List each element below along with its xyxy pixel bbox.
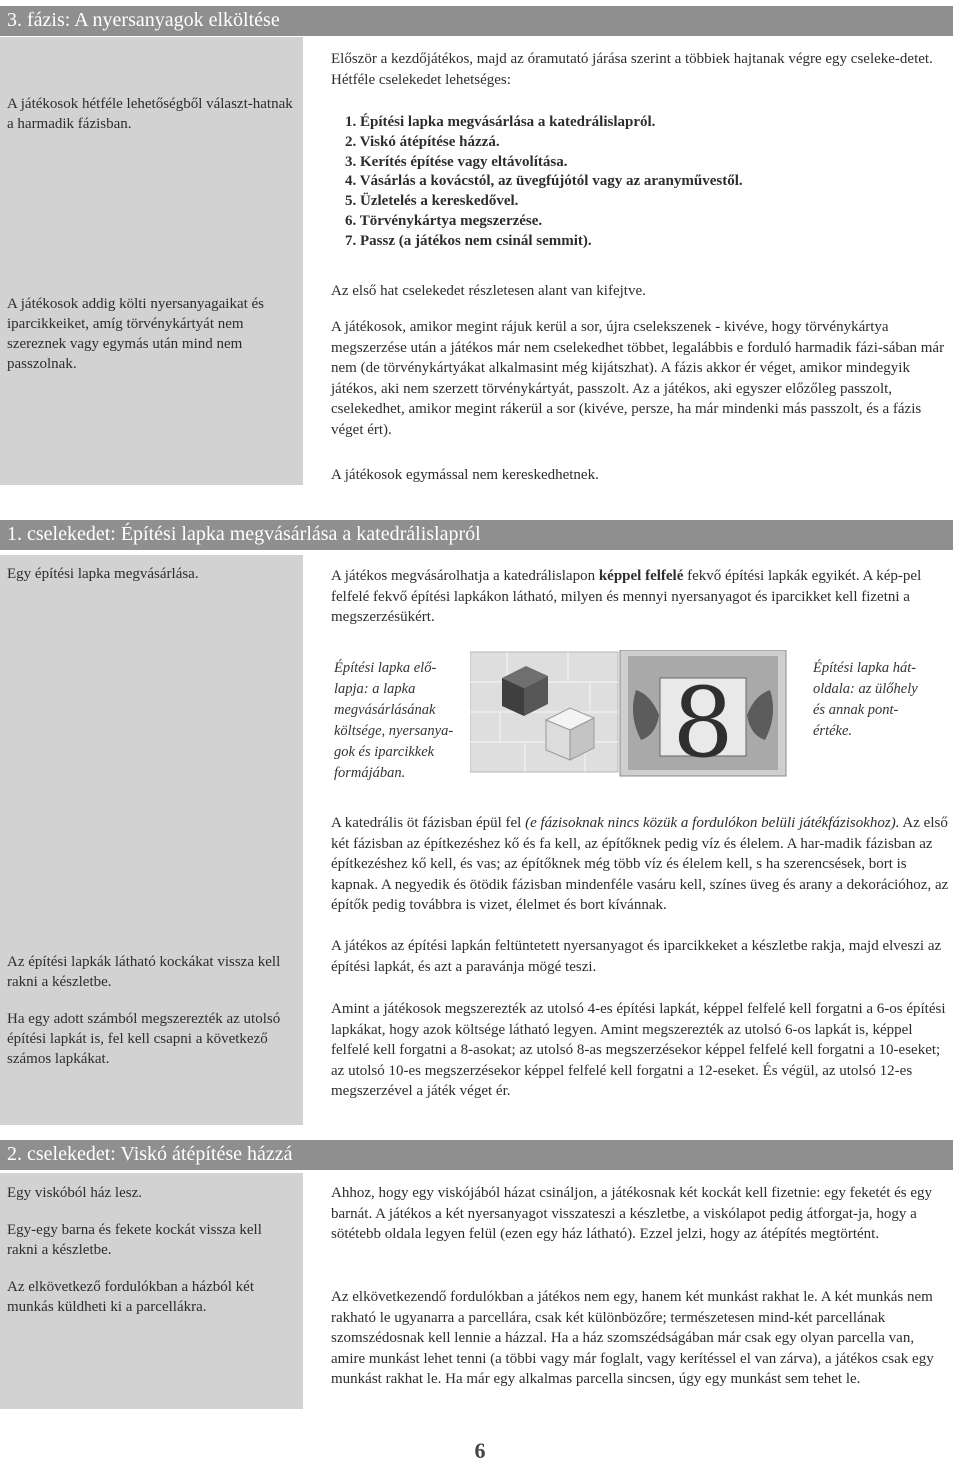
paragraph: Ahhoz, hogy egy viskójából házat csináljon, a játékosnak két kockát kell fizetnie: egy feketét és egy barnát. A játékos a két nyersanyagot visszateszi a készletbe, a viskólapot pedig átforgat-ja, hogy a sötétebb oldala legyen felül (ezen egy ház látható). Ezzel jelzi, hogy az átépítés megtörtént. [331,1185,933,1242]
action-list-item: 7. Passz (a játékos nem csinál semmit). [345,232,592,249]
tile-front-image [470,652,618,772]
section-title: 1. cselekedet: Építési lapka megvásárlása a katedrálislapról [7,523,481,545]
side-note-text: Az építési lapkák látható kockákat vissza kell rakni a készletbe. [7,954,281,990]
paragraph: A játékosok, amikor megint rájuk kerül a sor, újra cselekszenek - kivéve, hogy törvénykártya megszerzése után a játékos már nem cselekedhet többet, legalábbis e forduló harmadik fázi-sában már nem (de törvénykártyákat alkalmasint még kijátszhat). A fázis akkor ér véget, amikor mindegyik játékos, aki nem szerzett törvénykártyát, passzolt. Az a játékos, aki egyszer előzőleg passzolt, cselekedhet, amikor megint rákerül a sor (kivéve, persze, ha már mindenki más passzolt, és a fázis véget ért). [331,319,945,438]
text-run: fekvő építési lapkák egyikét. A kép-pel felfelé fekvő építési lapkákon látható, milyen és mennyi nyersanyagot és iparcikket kell fizetni a megszerzésükért. [331,568,922,625]
side-note-text: Egy építési lapka megvásárlása. [7,566,199,582]
tile-number: 8 [672,667,734,779]
side-note-text: Egy viskóból ház lesz. [7,1185,142,1201]
tile-front-caption: Építési lapka elő-lapja: a lapka megvásárlásának költsége, nyersanya-gok és iparcikkek formájában. [334,660,454,781]
text-run: A játékos megvásárolhatja a katedrálislapon [331,568,599,584]
phase3-body [331,465,951,486]
action2-body [331,1183,951,1245]
side-note-text: Ha egy adott számból megszerezték az utolsó építési lapkát is, fel kell csapni a következő számos lapkákat. [7,1011,281,1067]
phase3-intro [331,49,951,90]
tile-illustration [470,650,790,790]
paragraph: A játékos az építési lapkán feltüntetett nyersanyagot és iparcikkeket a készletbe rakja, majd elveszi az építési lapkát, és azt a paravánja mögé teszi. [331,938,942,975]
action1-body [331,813,951,916]
italic-run: (e fázisoknak nincs közük a fordulókon belüli játékfázisokhoz). [525,815,900,831]
phase3-body [331,281,951,302]
side-note-text: Egy-egy barna és fekete kockát vissza kell rakni a készletbe. [7,1222,262,1258]
paragraph [331,813,951,916]
side-note [7,564,295,601]
side-note-text: A játékosok hétféle lehetőségből választ-hatnak a harmadik fázisban. [7,96,293,132]
paragraph: Az elkövetkezendő fordulókban a játékos nem egy, hanem két munkást rakhat le. A két munkás nem rakható le ugyanarra a parcellára, csak két különbözőre; természetesen mind-két parcellának szomszédosnak kell lennie a házzal. Ha a ház szomszédságában már csak egy olyan parcella van, amire munkást lehet tenni (a többi vagy már foglalt, vagy kerítéssel el van zárva), a játékos csak egy munkást rakhat le. Ha már egy alkalmas parcella sincsen, úgy egy munkást sem tehet le. [331,1289,934,1387]
action1-body [331,936,951,977]
section-header-action1 [0,520,953,550]
side-note [7,294,295,391]
tile-back-image [620,650,786,779]
paragraph: Amint a játékosok megszerezték az utolsó 4-es építési lapkát, képpel felfelé kell forgatni a 6-os építési lapkákat, hogy azok költsége látható legyen. Amint megszerezték az utolsó 6-os lapkát is, képpel felfelé kell forgatni a 8-asokat; az utolsó 8-as megszerzésekor képpel felfelé kell forgatni a 10-eseket; az utolsó 10-es megszerzésekor képpel felfelé kell forgatni a 12-eseket. És végül, az utolsó 12-es megszerzével a játék véget ér. [331,1001,946,1099]
section-title: 3. fázis: A nyersanyagok elköltése [7,9,280,31]
side-note [7,94,295,151]
paragraph [331,566,951,628]
phase3-body [331,317,951,440]
emphasis: képpel felfelé [598,568,684,584]
intro-paragraph: Először a kezdőjátékos, majd az óramutató járása szerint a többiek hajtanak végre egy cseleke-detet. Hétféle cselekedet lehetséges: [331,51,933,88]
action-list-item: 5. Üzletelés a kereskedővel. [345,193,519,210]
side-note [7,952,295,1086]
section-title: 2. cselekedet: Viskó átépítése házzá [7,1143,293,1165]
section-header-phase3 [0,6,953,36]
side-note-text: A játékosok addig költi nyersanyagaikat és iparcikkeiket, amíg törvénykártyát nem szereznek vagy egymás után mind nem passzolnak. [7,296,265,372]
action1-body [331,999,951,1102]
section-header-action2 [0,1140,953,1170]
action2-body [331,1287,951,1390]
action-list-item: 6. Törvénykártya megszerzése. [345,212,543,229]
action-list [331,113,951,252]
text-run: A katedrális öt fázisban épül fel [331,815,526,831]
action-list-item: 1. Építési lapka megvásárlása a katedrálislapról. [345,114,656,130]
paragraph: A játékosok egymással nem kereskedhetnek. [331,467,599,483]
side-note-text: Az elkövetkező fordulókban a házból két munkás küldheti ki a parcellákra. [7,1279,254,1315]
tile-image [470,650,790,790]
tile-back-caption: Építési lapka hát-oldala: az ülőhely és annak pont-értéke. [813,660,918,739]
side-note [7,1183,295,1334]
text-run: Az első két fázisban az építkezéshez kő és fa kell, az építőknek pedig víz és élelem. A har-madik fázisban az építkezéshez kő kell, és vas; az építőknek még több víz és élelem kell, s ha szerencsések, bort is kapnak. A negyedik és ötödik fázisban mindenféle vasáru kell, színes üveg és arany a dekorációhoz, az építők pedig továbbra is vizet, élelmet és bort kívánnak. [331,815,949,913]
paragraph: Az első hat cselekedet részletesen alant van kifejtve. [331,283,646,299]
action1-body [331,566,951,628]
action-list-item: 2. Viskó átépítése házzá. [345,133,500,150]
page-number: 6 [474,1438,486,1463]
action-list-item: 4. Vásárlás a kovácstól, az üvegfújótól vagy az aranyművestől. [345,173,743,190]
action-list-item: 3. Kerítés építése vagy eltávolítása. [345,153,568,170]
